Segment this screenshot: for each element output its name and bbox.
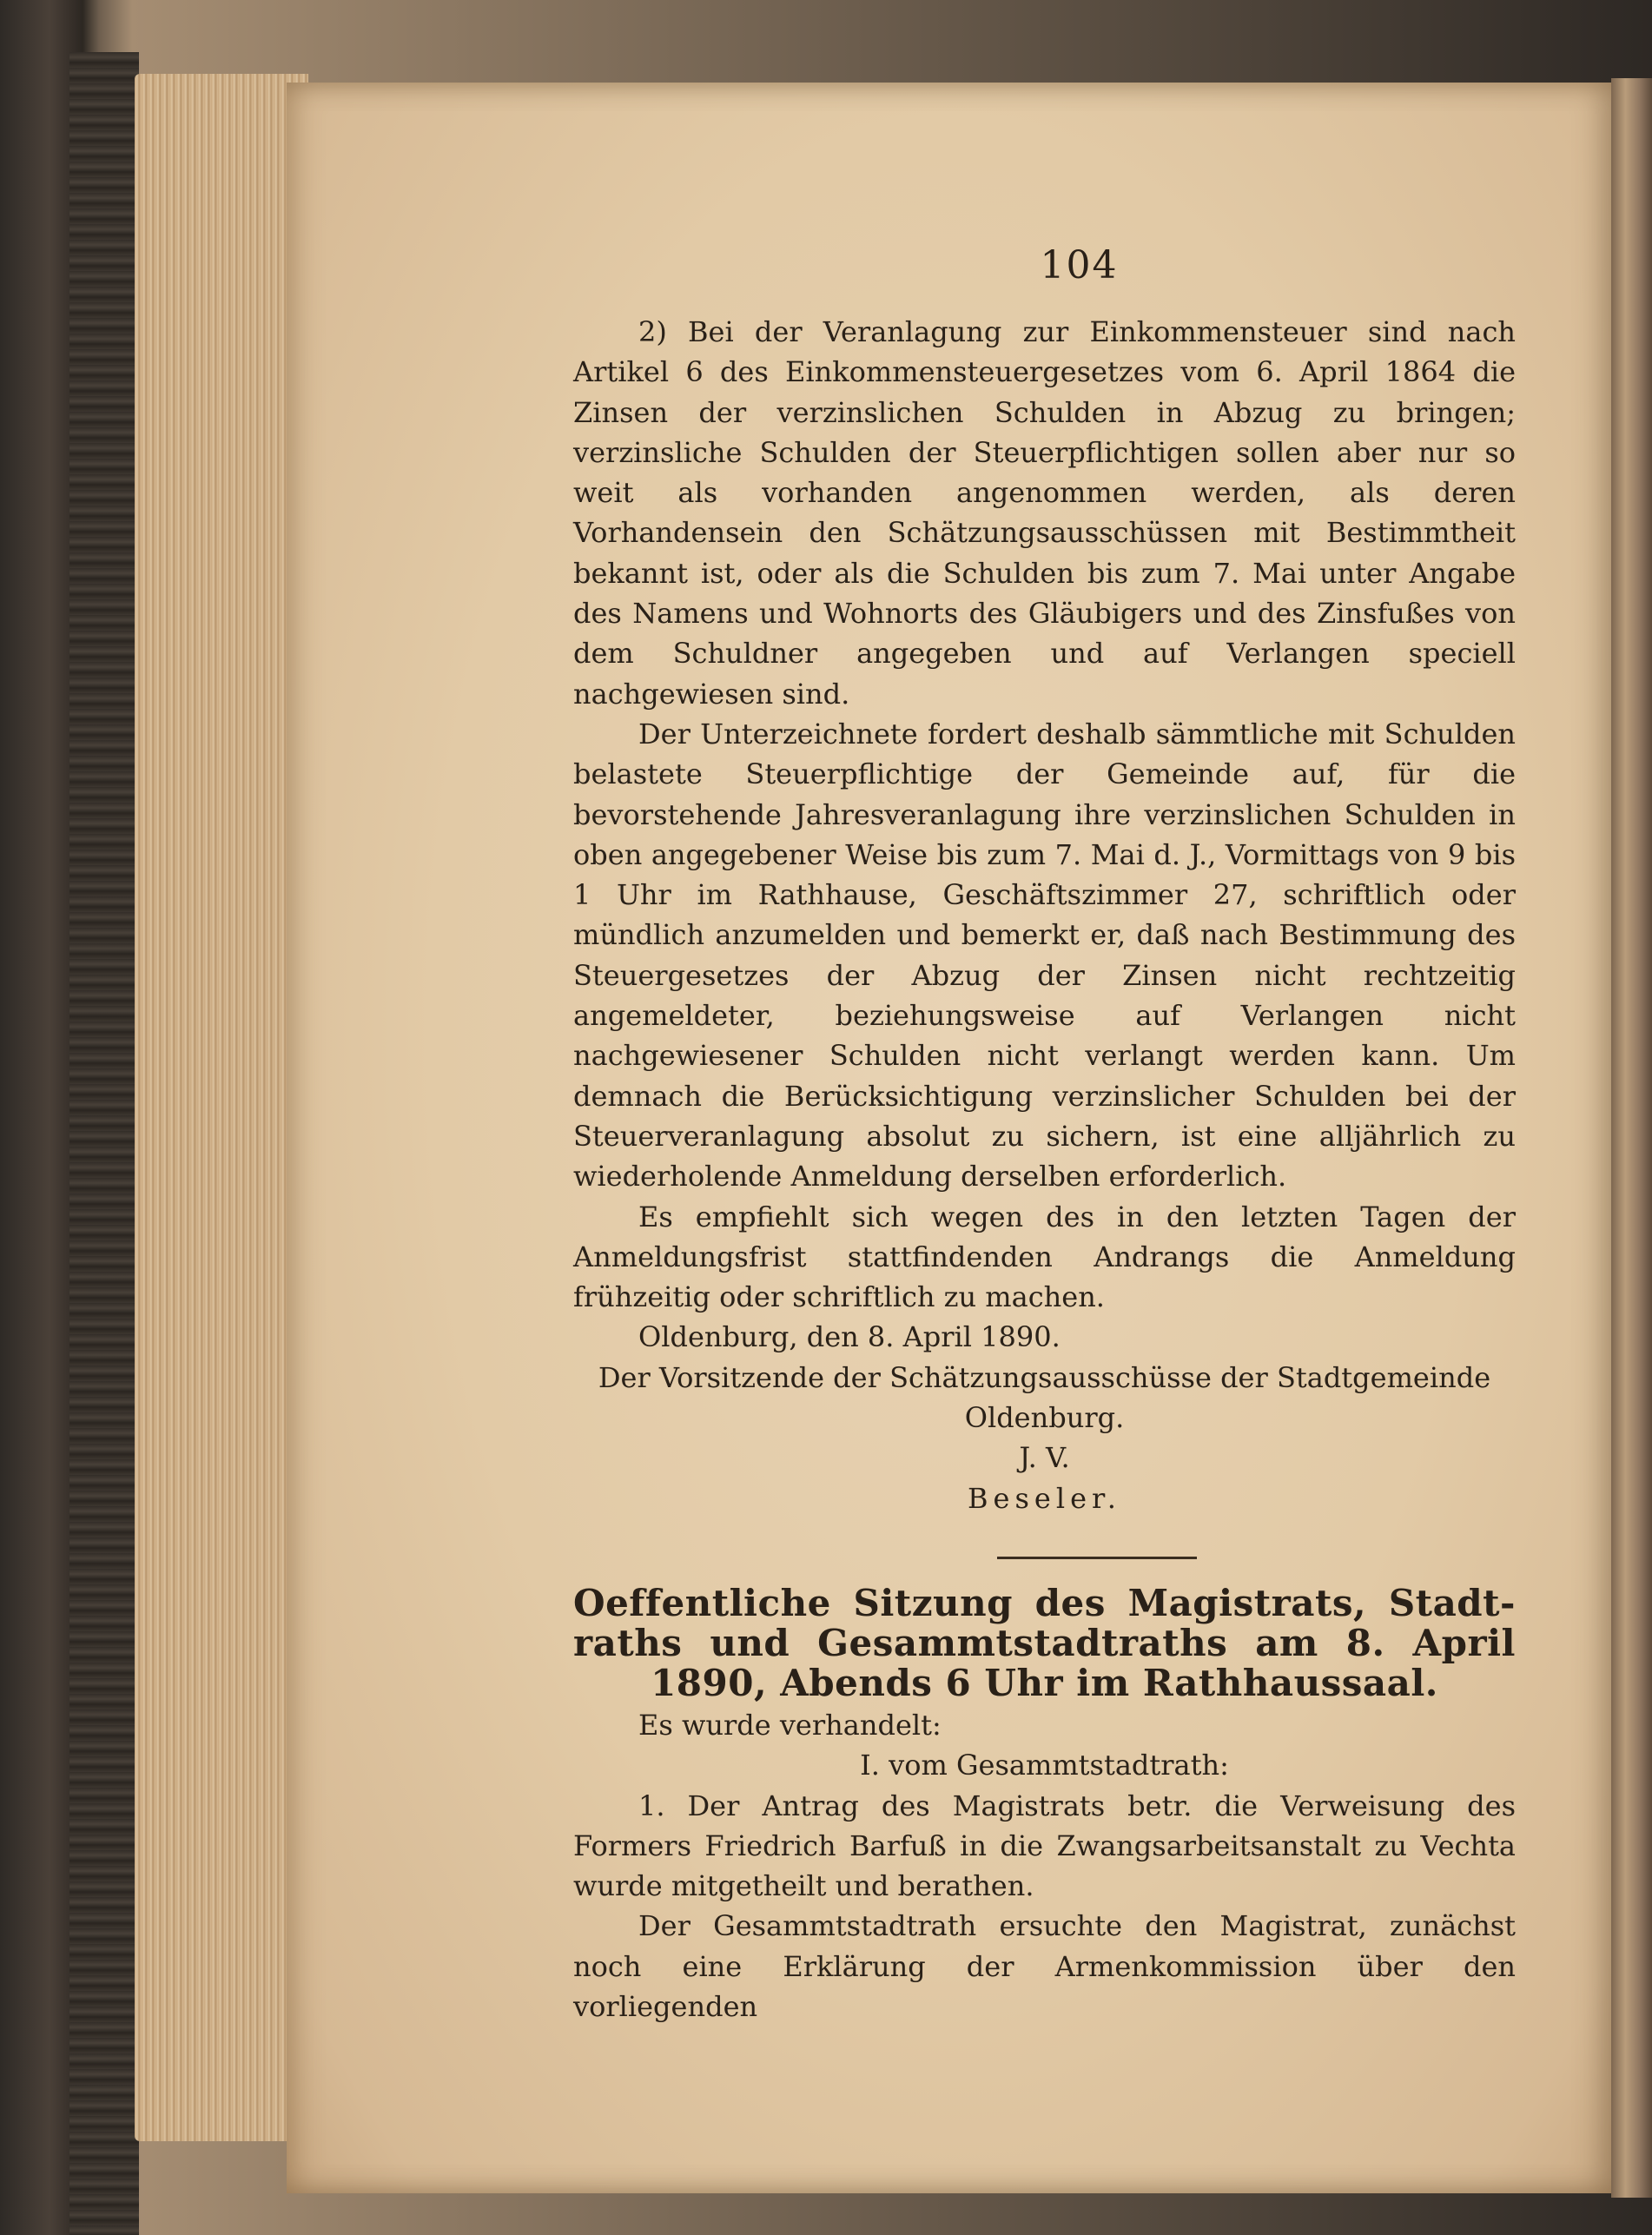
page-number: 104 — [1040, 243, 1119, 288]
place-date: Oldenburg, den 8. April 1890. — [638, 1320, 1061, 1354]
page-edges — [135, 74, 308, 2141]
session-heading-line-1: Oeffentliche Sitzung des Magistrats, Stadt- — [573, 1581, 1516, 1624]
signatory-iv: J. V. — [1019, 1441, 1070, 1475]
session-intro: Es wurde verhandelt: — [638, 1708, 942, 1742]
facing-page-edge — [1611, 78, 1652, 2198]
notice-paragraph-2: Der Unterzeichnete fordert deshalb sämmtliche mit Schulden belastete Steuerpflichtige der Gemeinde auf, für die bevorstehende Jahresveranlagung ihre verzinslichen Schulden in oben angegebener Weise bis zum 7. Mai d. J., Vormittags von 9 bis 1 Uhr im Rathhause, Geschäftszimmer 27, schriftlich oder mündlich anzumelden und bemerkt er, daß nach Bestimmung des Steuergesetzes der Abzug der Zinsen nicht rechtzeitig angemeldeter, beziehungsweise auf Verlangen nicht nachgewiesener Schulden nicht verlangt werden kann. Um demnach die Berücksichtigung verzinslicher Schulden bei der Steuerveranlagung absolut zu sichern, ist eine alljährlich zu wiederholende Anmeldung derselben erforderlich. — [573, 717, 1516, 1194]
notice-paragraph-1: 2) Bei der Veranlagung zur Einkommensteuer sind nach Artikel 6 des Einkommensteuergesetzes vom 6. April 1864 die Zinsen der verzinslichen Schulden in Abzug zu bringen; verzinsliche Schulden der Steuerpflichtigen sollen aber nur so weit als vorhanden angenommen werden, als deren Vorhandensein den Schätzungsausschüssen mit Bestimmtheit bekannt ist, oder als die Schulden bis zum 7. Mai unter Angabe des Namens und Wohnorts des Gläubigers und des Zinsfußes von dem Schuldner angegeben und auf Verlangen speciell nachgewiesen sind. — [573, 315, 1516, 711]
section-divider — [997, 1557, 1197, 1559]
page-content — [573, 243, 1516, 2027]
session-item-1-continued: Der Gesammtstadtrath ersuchte den Magistrat, zunächst noch eine Erklärung der Armenkommission über den vorliegenden — [573, 1909, 1516, 2023]
session-heading-line-3: 1890, Abends 6 Uhr im Rathhaussaal. — [651, 1661, 1438, 1704]
book-spine — [69, 52, 139, 2235]
notice-paragraph-3: Es empfiehlt sich wegen des in den letzten Tagen der Anmeldungsfrist stattfindenden Andrangs die Anmeldung frühzeitig oder schriftlich zu machen. — [573, 1200, 1516, 1314]
signatory-name: Beseler. — [968, 1481, 1121, 1515]
session-item-1: 1. Der Antrag des Magistrats betr. die Verweisung des Formers Friedrich Barfuß in die Zwangsarbeitsanstalt zu Vechta wurde mitgetheilt und berathen. — [573, 1789, 1516, 1903]
signatory-city: Oldenburg. — [964, 1401, 1125, 1435]
session-subheading: I. vom Gesammtstadtrath: — [860, 1749, 1229, 1782]
session-heading-line-2: raths und Gesammtstadtraths am 8. April — [573, 1621, 1516, 1664]
session-heading — [573, 1581, 1516, 1704]
signatory-title: Der Vorsitzende der Schätzungsausschüsse der Stadtgemeinde — [598, 1360, 1491, 1394]
